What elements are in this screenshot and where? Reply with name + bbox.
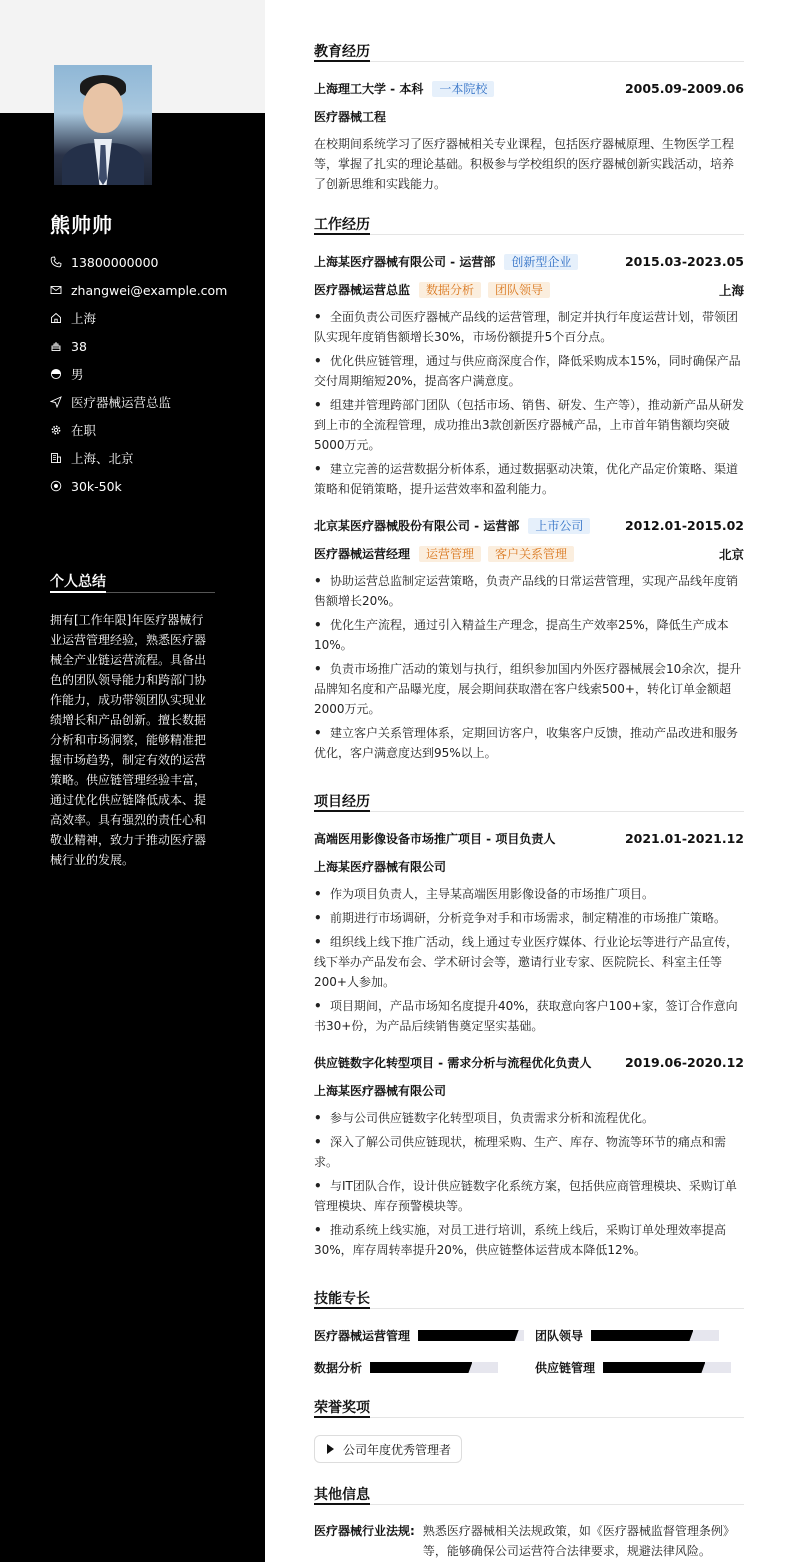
home-icon bbox=[50, 312, 62, 324]
candidate-name: 熊帅帅 bbox=[50, 213, 113, 237]
age-text: 38 bbox=[71, 338, 87, 354]
building-icon bbox=[50, 452, 62, 464]
status-text: 在职 bbox=[71, 423, 97, 438]
sidebar bbox=[0, 0, 265, 1562]
email-text: zhangwei@example.com bbox=[71, 282, 228, 298]
skills-title: 技能专长 bbox=[314, 1291, 370, 1307]
award-item[interactable] bbox=[314, 1435, 462, 1463]
list-item: • 组建并管理跨部门团队（包括市场、销售、研发、生产等），推动新产品从研发到上市的全流程管理，成功推出3款创新医疗器械产品，上市首年销售额均突破5000万元。 bbox=[314, 398, 745, 452]
skill-name: 数据分析 bbox=[314, 1361, 363, 1375]
other-item bbox=[314, 1521, 744, 1561]
skill-item bbox=[535, 1327, 719, 1344]
salary-text: 30k-50k bbox=[71, 478, 122, 494]
project-name: 高端医用影像设备市场推广项目 - 项目负责人 bbox=[314, 832, 556, 846]
summary-divider bbox=[50, 592, 215, 593]
project-company: 上海某医疗器械有限公司 bbox=[314, 1084, 447, 1098]
job-bullets bbox=[314, 307, 744, 503]
phone-text: 13800000000 bbox=[71, 254, 159, 270]
skill-item bbox=[535, 1359, 731, 1376]
education-major: 医疗器械工程 bbox=[314, 110, 387, 124]
other-divider bbox=[314, 1504, 744, 1505]
company-tag: 上市公司 bbox=[528, 518, 590, 534]
education-period: 2005.09-2009.06 bbox=[624, 81, 744, 96]
other-value: 熟悉医疗器械相关法规政策，如《医疗器械监督管理条例》等，能够确保公司运营符合法律要求，规避法律风险。 bbox=[422, 1524, 735, 1558]
school-tag: 一本院校 bbox=[432, 81, 494, 97]
project-company-row bbox=[314, 1082, 744, 1099]
project-name: 供应链数字化转型项目 - 需求分析与流程优化负责人 bbox=[314, 1056, 592, 1070]
position-text: 医疗器械运营总监 bbox=[71, 395, 172, 410]
work-divider bbox=[314, 234, 744, 235]
awards-title: 荣誉奖项 bbox=[314, 1400, 370, 1416]
job-role-row bbox=[314, 281, 744, 298]
play-icon bbox=[327, 1444, 334, 1454]
list-item: • 参与公司供应链数字化转型项目，负责需求分析和流程优化。 bbox=[314, 1111, 655, 1125]
list-item: • 作为项目负责人，主导某高端医用影像设备的市场推广项目。 bbox=[314, 887, 655, 901]
skill-level-bar bbox=[418, 1330, 524, 1341]
skill-level-fill bbox=[591, 1330, 693, 1341]
project-period: 2021.01-2021.12 bbox=[624, 831, 744, 846]
mail-icon bbox=[50, 284, 62, 296]
skill-item bbox=[314, 1359, 498, 1376]
skill-name: 供应链管理 bbox=[535, 1361, 596, 1375]
info-salary bbox=[50, 472, 227, 500]
skill-item bbox=[314, 1327, 524, 1344]
summary-title: 个人总结 bbox=[50, 574, 106, 590]
phone-icon bbox=[50, 256, 62, 268]
list-item: • 负责市场推广活动的策划与执行，组织参加国内外医疗器械展会10余次，提升品牌知名度和产品曝光度，展会期间获取潜在客户线索500+，转化订单金额超2000万元。 bbox=[314, 662, 742, 716]
gender-text: 男 bbox=[71, 367, 84, 382]
skills-divider bbox=[314, 1308, 744, 1309]
company-tag: 创新型企业 bbox=[504, 254, 578, 270]
job-header bbox=[314, 253, 744, 270]
list-item: • 项目期间，产品市场知名度提升40%，获取意向客户100+家，签订合作意向书30+份，为产品后续销售奠定坚实基础。 bbox=[314, 999, 738, 1033]
send-icon bbox=[50, 396, 62, 408]
info-age bbox=[50, 332, 227, 360]
list-item: • 深入了解公司供应链现状，梳理采购、生产、库存、物流等环节的痛点和需求。 bbox=[314, 1135, 727, 1169]
job-role: 医疗器械运营总监 bbox=[314, 283, 411, 297]
info-location bbox=[50, 304, 227, 332]
job-company: 上海某医疗器械有限公司 - 运营部 bbox=[314, 255, 496, 269]
skill-level-fill bbox=[418, 1330, 519, 1341]
job-bullets bbox=[314, 571, 744, 767]
target-city-text: 上海、北京 bbox=[71, 451, 134, 466]
info-target-city bbox=[50, 444, 227, 472]
gender-icon bbox=[50, 368, 62, 380]
contact-info-list bbox=[50, 248, 227, 500]
target-icon bbox=[50, 480, 62, 492]
education-desc: 在校期间系统学习了医疗器械相关专业课程，包括医疗器械原理、生物医学工程等，掌握了扎实的理论基础。积极参与学校组织的医疗器械创新实践活动，培养了创新思维和实践能力。 bbox=[314, 137, 735, 191]
job-company: 北京某医疗器械股份有限公司 - 运营部 bbox=[314, 519, 520, 533]
project-bullets bbox=[314, 884, 744, 1040]
education-header bbox=[314, 80, 744, 97]
summary-text: 拥有[工作年限]年医疗器械行业运营管理经验，熟悉医疗器械全产业链运营流程。具备出色的团队领导能力和跨部门协作能力，成功带领团队实现业绩增长和产品创新。擅长数据分析和市场洞察，能够精准把握市场趋势，制定有效的运营策略。供应链管理经验丰富，通过优化供应链降低成本、提高效率。具有强烈的责任心和敬业精神，致力于推动医疗器械行业的发展。 bbox=[50, 613, 207, 867]
list-item: • 建立完善的运营数据分析体系，通过数据驱动决策，优化产品定价策略、渠道策略和促销策略，提升运营效率和盈利能力。 bbox=[314, 462, 739, 496]
list-item: • 前期进行市场调研，分析竞争对手和市场需求，制定精准的市场推广策略。 bbox=[314, 911, 727, 925]
cake-icon bbox=[50, 340, 62, 352]
project-header bbox=[314, 830, 744, 847]
info-email bbox=[50, 276, 227, 304]
skill-level-fill bbox=[370, 1362, 472, 1373]
info-status bbox=[50, 416, 227, 444]
project-bullets bbox=[314, 1108, 744, 1264]
projects-divider bbox=[314, 811, 744, 812]
job-period: 2012.01-2015.02 bbox=[624, 518, 744, 533]
job-header bbox=[314, 517, 744, 534]
education-title: 教育经历 bbox=[314, 44, 370, 60]
skill-level-bar bbox=[591, 1330, 719, 1341]
skill-level-bar bbox=[370, 1362, 498, 1373]
job-city: 上海 bbox=[718, 282, 744, 298]
award-label: 公司年度优秀管理者 bbox=[343, 1442, 452, 1457]
projects-title: 项目经历 bbox=[314, 794, 370, 810]
other-key: 医疗器械行业法规: bbox=[314, 1524, 415, 1538]
project-header bbox=[314, 1054, 744, 1071]
job-period: 2015.03-2023.05 bbox=[624, 254, 744, 269]
list-item: • 建立客户关系管理体系，定期回访客户，收集客户反馈，推动产品改进和服务优化，客户满意度达到95%以上。 bbox=[314, 726, 739, 760]
info-phone bbox=[50, 248, 227, 276]
list-item: • 协助运营总监制定运营策略，负责产品线的日常运营管理，实现产品线年度销售额增长20%。 bbox=[314, 574, 739, 608]
project-company-row bbox=[314, 858, 744, 875]
job-role: 医疗器械运营经理 bbox=[314, 547, 411, 561]
skill-tag: 运营管理 bbox=[419, 546, 481, 562]
project-company: 上海某医疗器械有限公司 bbox=[314, 860, 447, 874]
gear-icon bbox=[50, 424, 62, 436]
work-title: 工作经历 bbox=[314, 217, 370, 233]
education-major-row bbox=[314, 108, 744, 125]
list-item: • 组织线上线下推广活动，线上通过专业医疗媒体、行业论坛等进行产品宣传，线下举办产品发布会、学术研讨会等，邀请行业专家、医院院长、科室主任等200+人参加。 bbox=[314, 935, 739, 989]
other-title: 其他信息 bbox=[314, 1487, 370, 1503]
education-divider bbox=[314, 61, 744, 62]
list-item: • 与IT团队合作，设计供应链数字化系统方案，包括供应商管理模块、采购订单管理模块、库存预警模块等。 bbox=[314, 1179, 737, 1213]
skill-name: 团队领导 bbox=[535, 1329, 584, 1343]
list-item: • 优化供应链管理，通过与供应商深度合作，降低采购成本15%，同时确保产品交付周期缩短20%，提高客户满意度。 bbox=[314, 354, 741, 388]
info-position bbox=[50, 388, 227, 416]
list-item: • 优化生产流程，通过引入精益生产理念，提高生产效率25%，降低生产成本10%。 bbox=[314, 618, 729, 652]
location-text: 上海 bbox=[71, 311, 97, 326]
job-role-row bbox=[314, 545, 744, 562]
skill-name: 医疗器械运营管理 bbox=[314, 1329, 411, 1343]
school-name: 上海理工大学 - 本科 bbox=[314, 82, 424, 96]
skill-level-bar bbox=[603, 1362, 731, 1373]
project-period: 2019.06-2020.12 bbox=[624, 1055, 744, 1070]
skill-tag: 客户关系管理 bbox=[488, 546, 574, 562]
skill-level-fill bbox=[603, 1362, 705, 1373]
job-city: 北京 bbox=[718, 546, 744, 562]
info-gender bbox=[50, 360, 227, 388]
skill-tag: 数据分析 bbox=[419, 282, 481, 298]
avatar bbox=[54, 65, 152, 185]
skill-tag: 团队领导 bbox=[488, 282, 550, 298]
list-item: • 全面负责公司医疗器械产品线的运营管理，制定并执行年度运营计划，带领团队实现年度销售额增长30%，市场份额提升5个百分点。 bbox=[314, 310, 739, 344]
awards-divider bbox=[314, 1417, 744, 1418]
list-item: • 推动系统上线实施，对员工进行培训，系统上线后，采购订单处理效率提高30%，库存周转率提升20%，供应链整体运营成本降低12%。 bbox=[314, 1223, 727, 1257]
